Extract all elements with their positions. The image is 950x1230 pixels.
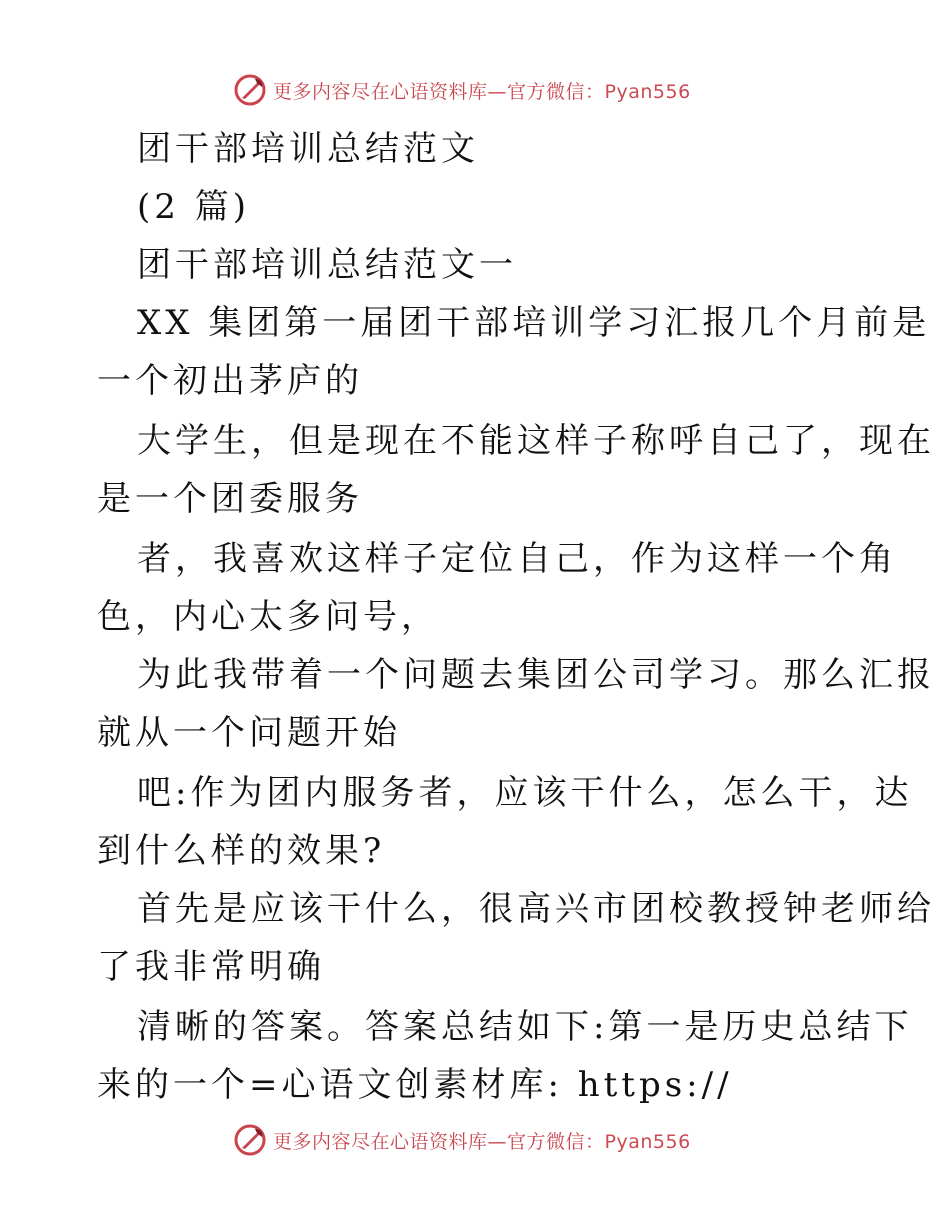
section-heading: 团干部培训总结范文一 [137, 245, 517, 285]
paragraph-line: 到什么样的效果? [97, 831, 386, 871]
paragraph-line: 就从一个问题开始 [97, 713, 401, 753]
quill-logo-icon [233, 1123, 267, 1157]
paragraph-line: 色，内心太多问号， [97, 597, 439, 637]
footer-watermark-banner [233, 1120, 753, 1160]
paragraph-line: 吧:作为团内服务者，应该干什么，怎么干，达 [137, 773, 913, 813]
header-banner-text: 更多内容尽在心语资料库—官方微信：Pyan556 [273, 80, 691, 103]
paragraph-line: 清晰的答案。答案总结如下:第一是历史总结下 [137, 1007, 913, 1047]
doc-title: 团干部培训总结范文 [137, 129, 479, 169]
doc-subtitle: (2 篇) [137, 187, 250, 227]
paragraph-line: 者，我喜欢这样子定位自己，作为这样一个角 [137, 539, 897, 579]
footer-banner-text: 更多内容尽在心语资料库—官方微信：Pyan556 [273, 1130, 691, 1153]
paragraph-line: 来的一个=心语文创素材库: https:// [97, 1065, 733, 1105]
paragraph-line: 是一个团委服务 [97, 479, 363, 519]
paragraph-line: 首先是应该干什么，很高兴市团校教授钟老师给 [137, 889, 935, 929]
paragraph-line: 为此我带着一个问题去集团公司学习。那么汇报 [137, 655, 935, 695]
quill-logo-icon [233, 73, 267, 107]
paragraph-line: 大学生，但是现在不能这样子称呼自己了，现在 [137, 421, 935, 461]
paragraph-line: 一个初出茅庐的 [97, 361, 363, 401]
header-watermark-banner [233, 70, 753, 110]
paragraph-line: XX 集团第一届团干部培训学习汇报几个月前是 [137, 303, 931, 343]
paragraph-line: 了我非常明确 [97, 947, 325, 987]
